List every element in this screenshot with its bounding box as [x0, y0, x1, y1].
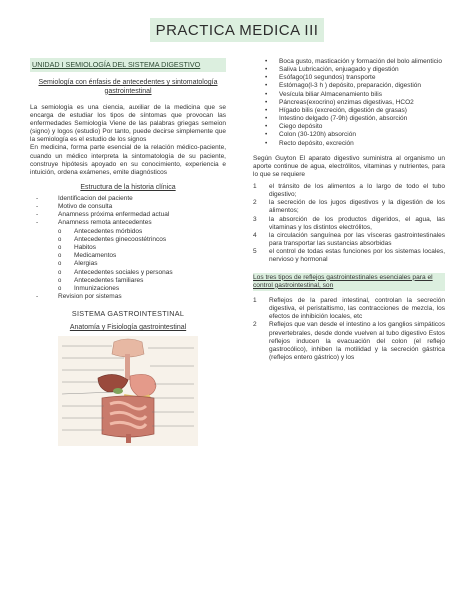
item-number: 1: [253, 296, 257, 304]
list-item: • Colon (30-120h) absorción: [253, 131, 445, 139]
medicine-paragraph: En medicina, forma parte esencial de la relación médico-paciente, cuando un médico interpreta la sintomatología de su paciente, construye hipótesis apoyado en su conocimiento, experiencia e intuición, ordena exámenes, emite diagnósticos: [30, 144, 226, 176]
item-number: 1: [253, 183, 257, 190]
semiology-paragraph: La semiología es una ciencia, auxiliar de la medicina que se encarga de estudiar los tipos de síntomas que provocan las enfermedades Semiología Viene de las palabras griegas semeion (signo) y logos (estudio) Por tanto, puede decirse simplemente que la semiología es el estudio de los signos: [30, 104, 226, 144]
list-item: o Antecedentes sociales y personas: [58, 269, 226, 277]
item-number: 4: [253, 231, 257, 239]
section-subheading: Semiología con énfasis de antecedentes y sintomatología gastrointestinal: [38, 79, 218, 95]
list-item: o Alergias: [58, 260, 226, 268]
list-item: o Antecedentes familiares: [58, 277, 226, 285]
diagram-caption: Anatomía y Fisiología gastrointestinal: [69, 324, 187, 332]
list-item: [253, 183, 445, 199]
list-item: • Páncreas(exocrino) enzimas digestivas, HCO2: [253, 99, 445, 107]
item-text: el control de todas estas funciones por los sistemas locales, nervioso y hormonal: [269, 248, 445, 264]
list-item: • Estómago(l-3 h ) depósito, preparación, digestión: [253, 82, 445, 90]
list-item: [253, 248, 445, 264]
unit-heading: UNIDAD I SEMIOLOGÍA DEL SISTEMA DIGESTIVO: [30, 58, 226, 72]
list-item: o Antecedentes ginecoostétrincos: [58, 236, 226, 244]
list-item: [253, 216, 445, 232]
list-item: • Vesícula biliar Almacenamiento bilis: [253, 91, 445, 99]
page-title: PRACTICA MEDICA III: [155, 21, 319, 39]
guyton-paragraph: Según Guyton El aparato digestivo suministra al organismo un aporte continue de agua, electrólitos, vitaminas y nutrientes, para lo que se requiere: [253, 154, 445, 178]
list-item: • Recto depósito, excreción: [253, 140, 445, 148]
item-text: la secreción de los jugos digestivos y la digestión de los alimentos;: [269, 199, 445, 215]
list-item: - Motivo de consulta: [36, 203, 226, 211]
list-item: [36, 219, 226, 293]
digestive-system-illustration: [58, 336, 198, 446]
item-text: el tránsito de los alimentos a lo largo de todo el tubo digestivo;: [269, 183, 445, 199]
list-item: • Ciego depósito: [253, 123, 445, 131]
reflexes-list: [253, 297, 445, 362]
right-column: [253, 58, 445, 362]
list-item: - Identificacion del paciente: [36, 195, 226, 203]
history-list: [30, 195, 226, 302]
organ-function-list: [253, 58, 445, 148]
item-text: Reflejos que van desde el intestino a los ganglios simpáticos prevertebrales, desde donde vuelven al tubo digestivo Estos reflejos inducen la evacuación del colon (el reflejo gastrocólico), inhiben la motilidad y la secreción gástrica (reflejos entero gástrico) y los: [269, 321, 445, 362]
left-column: [30, 58, 226, 446]
item-number: 5: [253, 248, 257, 256]
item-number: 3: [253, 215, 257, 223]
requirements-list: [253, 183, 445, 265]
list-item: o Antecedentes mórbidos: [58, 228, 226, 236]
list-item: o Medicamentos: [58, 252, 226, 260]
item-text: Reflejos de la pared intestinal, controlan la secreción digestiva, el peristaltismo, las contracciones de mezcla, los efectos de inhibición locales, etc: [269, 296, 445, 321]
list-item: [253, 321, 445, 362]
list-item: - Anamness próxima enfermedad actual: [36, 211, 226, 219]
item-number: 2: [253, 321, 257, 329]
list-item: [253, 297, 445, 321]
section-title: SISTEMA GASTROINTESTINAL: [71, 309, 185, 319]
item-text: la absorción de los productos digeridos, el agua, las vitaminas y los distintos electrólitos,: [269, 215, 445, 231]
digestive-system-diagram: [58, 336, 198, 446]
item-text: la circulación sanguínea por las vísceras gastrointestinales para transportar las sustancias absorbidas: [269, 231, 445, 248]
list-item: o Inmunizaciones: [58, 285, 226, 293]
antecedentes-list: [58, 228, 226, 294]
list-item: [253, 199, 445, 215]
list-item: - Revision por sistemas: [36, 293, 226, 301]
list-item: • Intestino delgado (7-9h) digestión, absorción: [253, 115, 445, 123]
list-item: • Saliva Lubricación, enjuagado y digestión: [253, 66, 445, 74]
list-item: o Habitos: [58, 244, 226, 252]
reflexes-heading: Los tres tipos de reflejos gastrointestinales esenciales para el control gastrointestinal, son: [253, 273, 445, 291]
title-banner: [150, 18, 324, 42]
list-item: • Esófago(10 segundos) transporte: [253, 74, 445, 82]
list-item: [253, 232, 445, 248]
list-item: • Hígado bilis (excreción, digestión de grasas): [253, 107, 445, 115]
item-number: 2: [253, 199, 257, 207]
list-item-label: Anamness remota antecedentes: [58, 219, 152, 227]
history-structure-title: Estructura de la historia clínica: [80, 183, 176, 191]
list-item: • Boca gusto, masticación y formación del bolo alimenticio: [253, 58, 445, 66]
